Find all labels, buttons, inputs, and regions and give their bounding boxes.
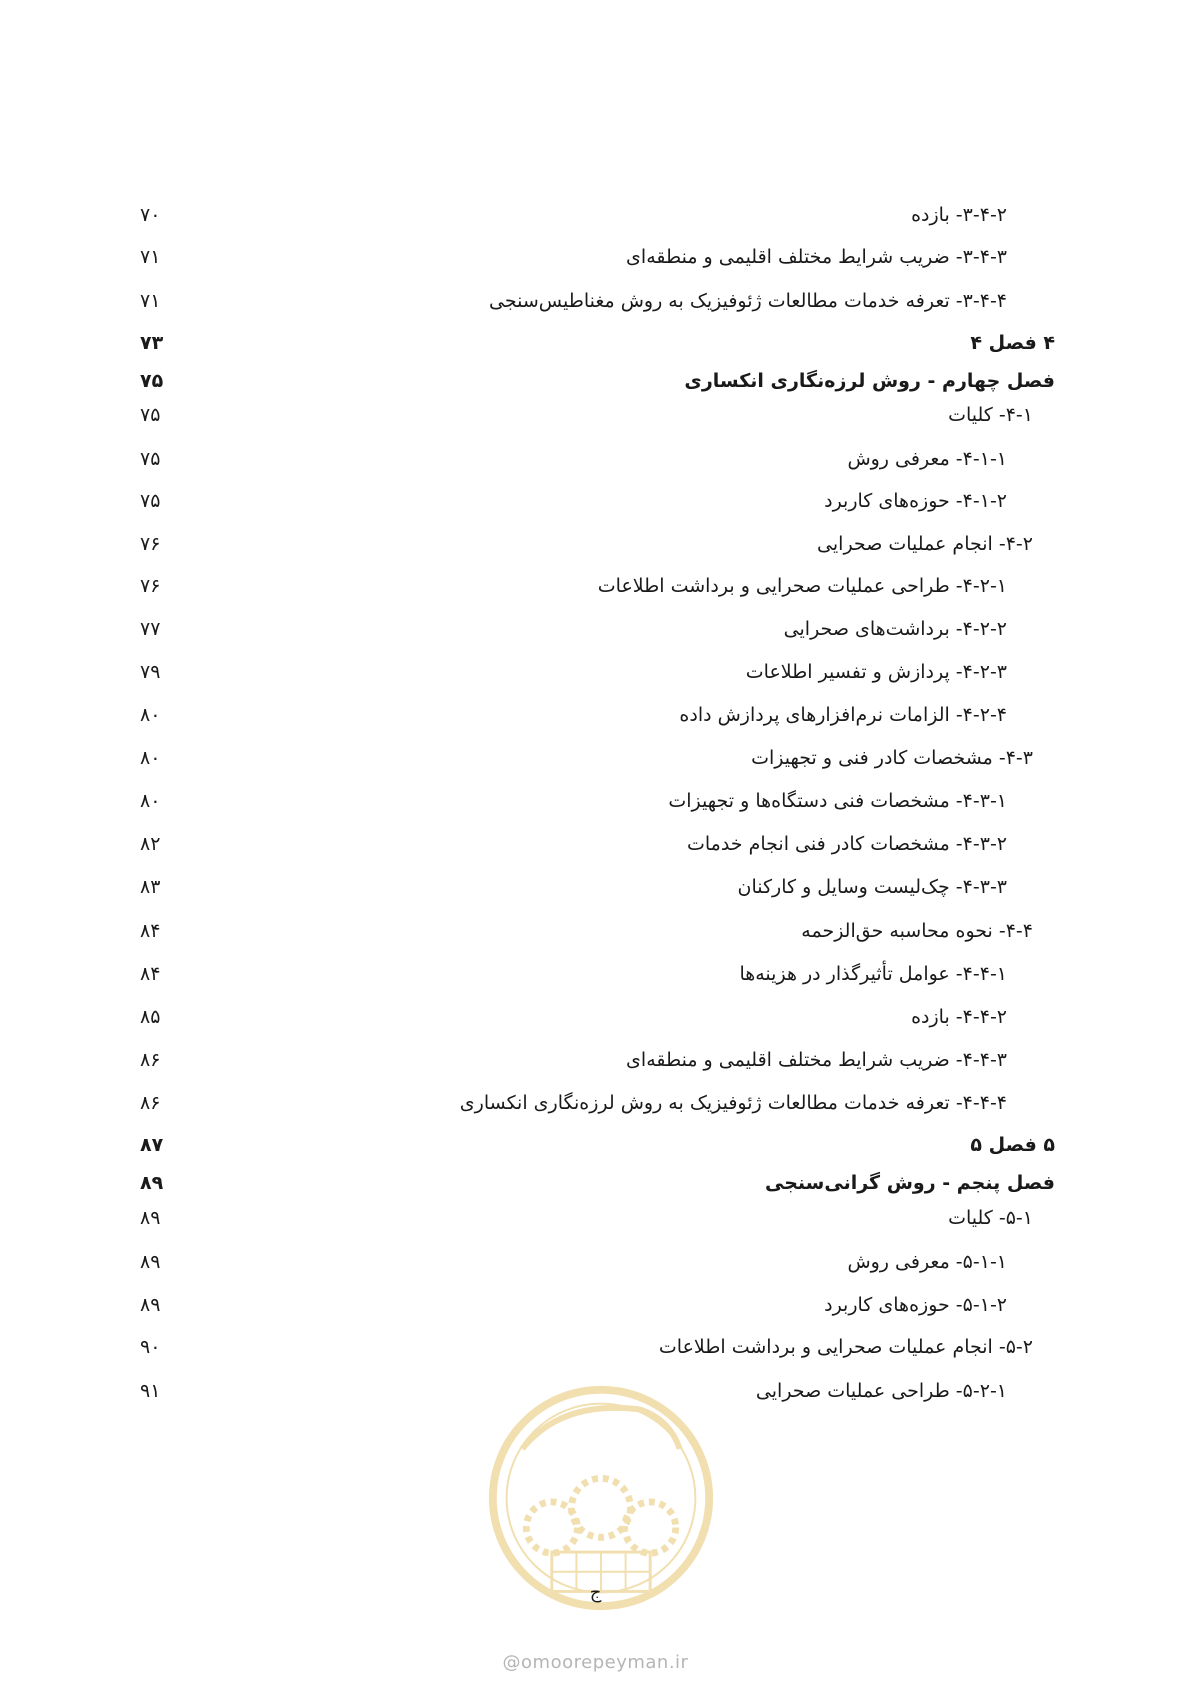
toc-entry-title: ۵-۱-۲- حوزه‌های کاربرد bbox=[824, 1294, 1007, 1316]
toc-entry[interactable] bbox=[140, 655, 1055, 689]
toc-entry-title: فصل چهارم - روش لرزه‌نگاری انکساری bbox=[684, 370, 1055, 392]
toc-entry[interactable] bbox=[140, 741, 1055, 775]
toc-entry-page: ۷۶ bbox=[140, 533, 161, 555]
toc-entry[interactable] bbox=[140, 198, 1055, 232]
toc-entry[interactable] bbox=[140, 326, 1055, 360]
toc-entry-page: ۹۱ bbox=[140, 1380, 161, 1402]
watermark-seal bbox=[483, 1380, 719, 1616]
toc-entry-title: ۳-۴-۴- تعرفه خدمات مطالعات ژئوفیزیک به روش مغناطیس‌سنجی bbox=[488, 290, 1007, 312]
toc-entry[interactable] bbox=[140, 398, 1055, 432]
toc-entry-page: ۸۳ bbox=[140, 876, 161, 898]
toc-entry[interactable] bbox=[140, 1330, 1055, 1364]
toc-entry-title: ۴-۳- مشخصات کادر فنی و تجهیزات bbox=[751, 747, 1033, 769]
toc-entry-page: ۷۶ bbox=[140, 575, 161, 597]
toc-entry-page: ۸۹ bbox=[140, 1207, 161, 1229]
toc-entry[interactable] bbox=[140, 240, 1055, 274]
toc-entry-page: ۸۶ bbox=[140, 1049, 161, 1071]
toc-entry-page: ۸۴ bbox=[140, 920, 161, 942]
toc-entry[interactable] bbox=[140, 284, 1055, 318]
toc-entry-page: ۷۹ bbox=[140, 661, 161, 683]
toc-entry-page: ۸۰ bbox=[140, 747, 161, 769]
toc-entry-title: ۴-۲- انجام عملیات صحرایی bbox=[817, 533, 1033, 555]
toc-entry[interactable] bbox=[140, 870, 1055, 904]
toc-entry-title: ۳-۴-۳- ضریب شرایط مختلف اقلیمی و منطقه‌ای bbox=[626, 246, 1007, 268]
toc-entry-page: ۸۰ bbox=[140, 704, 161, 726]
toc-entry-page: ۸۰ bbox=[140, 790, 161, 812]
toc-entry[interactable] bbox=[140, 1201, 1055, 1235]
toc-entry-page: ۸۴ bbox=[140, 963, 161, 985]
toc-entry-title: ۴-۲-۲- برداشت‌های صحرایی bbox=[783, 618, 1007, 640]
toc-entry[interactable] bbox=[140, 612, 1055, 646]
toc-entry-page: ۸۹ bbox=[140, 1172, 164, 1194]
toc-entry[interactable] bbox=[140, 1288, 1055, 1322]
toc-entry-page: ۷۵ bbox=[140, 448, 161, 470]
toc-entry[interactable] bbox=[140, 569, 1055, 603]
toc-entry-page: ۸۹ bbox=[140, 1251, 161, 1273]
toc-entry-page: ۸۵ bbox=[140, 1006, 161, 1028]
toc-entry[interactable] bbox=[140, 364, 1055, 398]
toc-entry[interactable] bbox=[140, 957, 1055, 991]
toc-entry-title: ۴-۳-۲- مشخصات کادر فنی انجام خدمات bbox=[686, 833, 1007, 855]
toc-entry-page: ۷۰ bbox=[140, 204, 161, 226]
toc-entry-page: ۷۵ bbox=[140, 490, 161, 512]
toc-entry[interactable] bbox=[140, 527, 1055, 561]
watermark-url: @omoorepeyman.ir bbox=[502, 1652, 689, 1673]
toc-entry-title: ۴-۴-۴- تعرفه خدمات مطالعات ژئوفیزیک به روش لرزه‌نگاری انکساری bbox=[459, 1092, 1007, 1114]
toc-entry-title: ۴-۲-۳- پردازش و تفسیر اطلاعات bbox=[745, 661, 1007, 683]
toc-entry-page: ۸۷ bbox=[140, 1134, 164, 1156]
toc-entry-title: فصل پنجم - روش گرانی‌سنجی bbox=[764, 1172, 1055, 1194]
toc-entry-title: ۴-۳-۱- مشخصات فنی دستگاه‌ها و تجهیزات bbox=[668, 790, 1007, 812]
toc-entry-title: ۳-۴-۲- بازده bbox=[911, 204, 1007, 226]
toc-entry-title: ۴-۱-۲- حوزه‌های کاربرد bbox=[824, 490, 1007, 512]
toc-entry-page: ۹۰ bbox=[140, 1336, 161, 1358]
toc-entry[interactable] bbox=[140, 827, 1055, 861]
toc-entry[interactable] bbox=[140, 784, 1055, 818]
toc-entry[interactable] bbox=[140, 1245, 1055, 1279]
toc-entry-title: ۴-۴- نحوه محاسبه حق‌الزحمه bbox=[801, 920, 1033, 942]
toc-entry-page: ۷۱ bbox=[140, 246, 161, 268]
toc-entry-page: ۷۵ bbox=[140, 370, 164, 392]
toc-entry-title: ۵-۱- کلیات bbox=[948, 1207, 1033, 1229]
toc-entry[interactable] bbox=[140, 1086, 1055, 1120]
toc-entry-page: ۷۷ bbox=[140, 618, 161, 640]
page-number: ج bbox=[589, 1582, 602, 1603]
toc-entry-title: ۴-۲-۴- الزامات نرم‌افزارهای پردازش داده bbox=[679, 704, 1007, 726]
toc-entry[interactable] bbox=[140, 1128, 1055, 1162]
toc-entry-title: ۴-۱-۱- معرفی روش bbox=[847, 448, 1007, 470]
toc-entry-title: ۵-۲-۱- طراحی عملیات صحرایی bbox=[755, 1380, 1007, 1402]
toc-entry-page: ۸۹ bbox=[140, 1294, 161, 1316]
toc-entry-page: ۷۵ bbox=[140, 404, 161, 426]
toc-entry-page: ۸۲ bbox=[140, 833, 161, 855]
toc-entry-page: ۷۱ bbox=[140, 290, 161, 312]
toc-entry-page: ۷۳ bbox=[140, 332, 164, 354]
toc-entry-title: ۴-۴-۳- ضریب شرایط مختلف اقلیمی و منطقه‌ای bbox=[626, 1049, 1007, 1071]
toc-entry-title: ۴-۴-۲- بازده bbox=[911, 1006, 1007, 1028]
toc-entry-page: ۸۶ bbox=[140, 1092, 161, 1114]
toc-entry-title: ۵ فصل ۵ bbox=[970, 1134, 1055, 1156]
toc-entry[interactable] bbox=[140, 484, 1055, 518]
toc-entry[interactable] bbox=[140, 1166, 1055, 1200]
toc-entry[interactable] bbox=[140, 914, 1055, 948]
toc-entry-title: ۴-۴-۱- عوامل تأثیرگذار در هزینه‌ها bbox=[739, 963, 1007, 985]
toc-entry[interactable] bbox=[140, 1000, 1055, 1034]
toc-entry-title: ۵-۲- انجام عملیات صحرایی و برداشت اطلاعات bbox=[658, 1336, 1033, 1358]
toc-entry-title: ۴-۲-۱- طراحی عملیات صحرایی و برداشت اطلاعات bbox=[597, 575, 1007, 597]
toc-entry[interactable] bbox=[140, 1043, 1055, 1077]
toc-entry-title: ۴ فصل ۴ bbox=[970, 332, 1055, 354]
toc-entry-title: ۵-۱-۱- معرفی روش bbox=[847, 1251, 1007, 1273]
toc-entry[interactable] bbox=[140, 442, 1055, 476]
toc-entry-title: ۴-۱- کلیات bbox=[948, 404, 1033, 426]
toc-entry-title: ۴-۳-۳- چک‌لیست وسایل و کارکنان bbox=[737, 876, 1007, 898]
toc-entry[interactable] bbox=[140, 698, 1055, 732]
